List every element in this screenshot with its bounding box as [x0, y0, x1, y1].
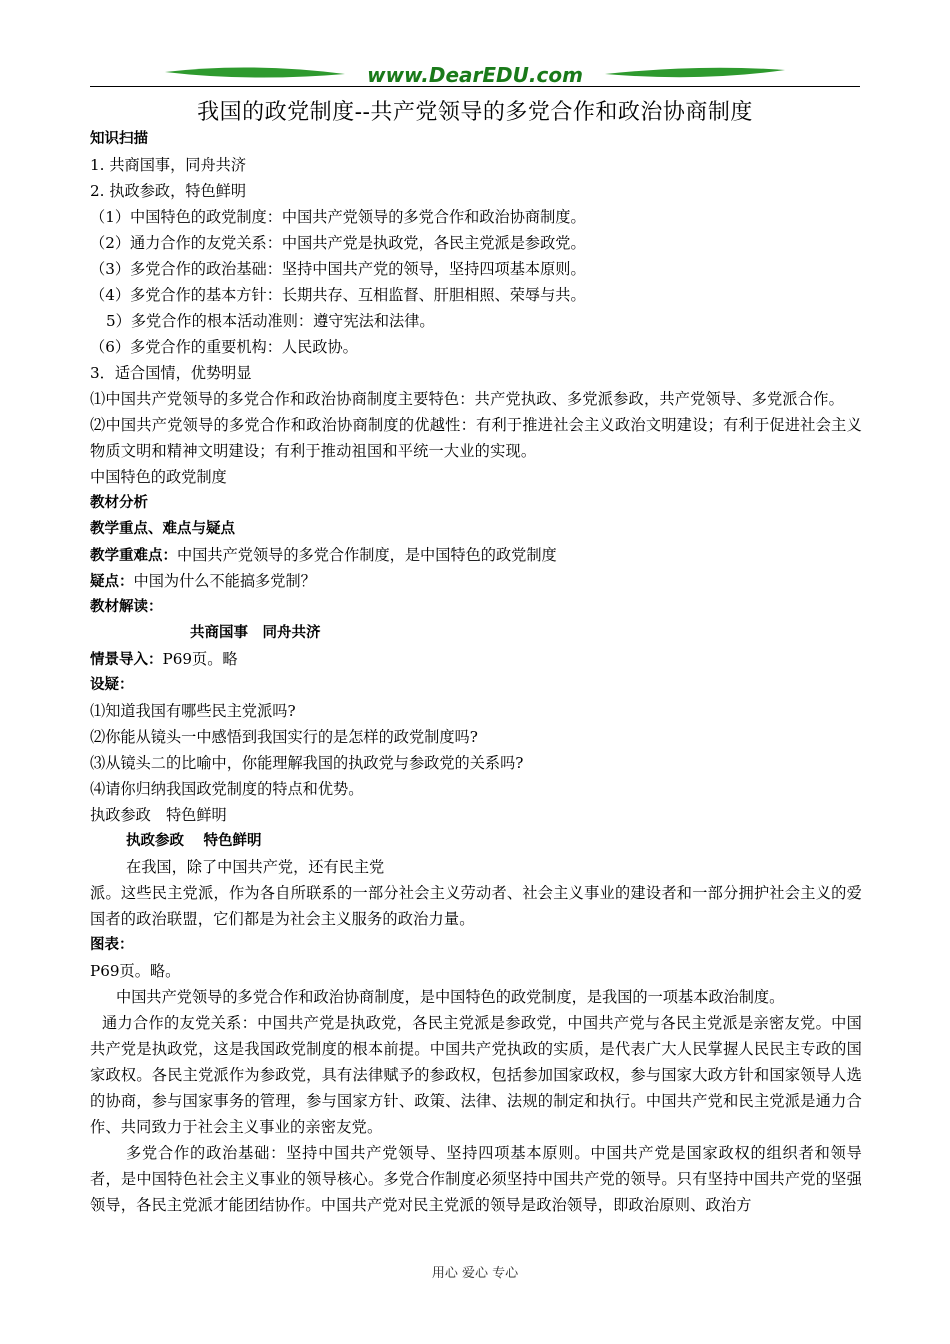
text-line: 中国共产党领导的多党合作和政治协商制度，是中国特色的政党制度，是我国的一项基本政治制度。: [116, 988, 785, 1006]
subsection-heading: 执政参政 特色鲜明: [126, 833, 262, 849]
question-item: ⑷请你归纳我国政党制度的特点和优势。: [90, 780, 364, 798]
section-heading: 知识扫描: [90, 131, 148, 147]
paragraph: ⑵中国共产党领导的多党合作和政治协商制度的优越性：有利于推进社会主义政治文明建设；有利于促进社会主义物质文明和精神文明建设；有利于推动祖国和平统一大业的实现。: [90, 416, 862, 460]
section-heading: 设疑：: [90, 677, 134, 693]
label: 疑点：: [90, 574, 134, 590]
section-heading: 教学重点、难点与疑点: [90, 521, 235, 537]
left-swoosh: [165, 67, 345, 77]
label-value: 中国为什么不能搞多党制？: [133, 572, 316, 590]
text-line: （3）多党合作的政治基础：坚持中国共产党的领导，坚持四项基本原则。: [90, 260, 586, 278]
label: 情景导入：: [90, 652, 163, 668]
label: 教学重难点：: [90, 548, 177, 564]
document-body: [90, 126, 862, 1218]
label-value: 中国共产党领导的多党合作制度，是中国特色的政党制度: [177, 546, 557, 564]
text-line: P69页。略。: [90, 962, 181, 980]
question-item: ⑴知道我国有哪些民主党派吗?: [90, 702, 296, 720]
text-line: [90, 646, 862, 672]
paragraph: 通力合作的友党关系：中国共产党是执政党，各民主党派是参政党，中国共产党与各民主党派是亲密友党。中国共产党是执政党，这是我国政党制度的根本前提。中国共产党执政的实质，是代表广大人民掌握人民民主专政的国家政权。各民主党派作为参政党，具有法律赋予的参政权，包括参加国家政权，参与国家大政方针和国家领导人选的协商，参与国家事务的管理，参与国家方针、政策、法律、法规的制定和执行。中国共产党和民主党派是通力合作、共同致力于社会主义事业的亲密友党。: [90, 1014, 862, 1136]
paragraph: 多党合作的政治基础：坚持中国共产党领导、坚持四项基本原则。中国共产党是国家政权的组织者和领导者，是中国特色社会主义事业的领导核心。多党合作制度必须坚持中国共产党的领导。只有坚持中国共产党的坚强领导，各民主党派才能团结协作。中国共产党对民主党派的领导是政治领导，即政治原则、政治方: [90, 1144, 862, 1214]
text-line: 5）多党合作的根本活动准则：遵守宪法和法律。: [106, 312, 435, 330]
label-value: P69页。略: [162, 650, 238, 668]
text-line: （2）通力合作的友党关系：中国共产党是执政党，各民主党派是参政党。: [90, 234, 586, 252]
text-line: 3．适合国情，优势明显: [90, 364, 252, 382]
text-line: （4）多党合作的基本方针：长期共存、互相监督、肝胆相照、荣辱与共。: [90, 286, 586, 304]
paragraph: ⑴中国共产党领导的多党合作和政治协商制度主要特色：共产党执政、多党派参政，共产党领导、多党派合作。: [90, 390, 844, 408]
header-rule: [90, 86, 860, 87]
question-item: ⑶从镜头二的比喻中，你能理解我国的执政党与参政党的关系吗?: [90, 754, 524, 772]
section-heading: 教材解读：: [90, 599, 163, 615]
paragraph: 派。这些民主党派，作为各自所联系的一部分社会主义劳动者、社会主义事业的建设者和一部分拥护社会主义的爱国者的政治联盟，它们都是为社会主义服务的政治力量。: [90, 884, 862, 928]
text-line: （1）中国特色的政党制度：中国共产党领导的多党合作和政治协商制度。: [90, 208, 586, 226]
text-line: 在我国，除了中国共产党，还有民主党: [126, 858, 385, 876]
section-heading: 教材分析: [90, 495, 148, 511]
text-line: 1. 共商国事，同舟共济: [90, 156, 247, 174]
text-line: 执政参政 特色鲜明: [90, 806, 227, 824]
subsection-heading: 共商国事 同舟共济: [190, 625, 321, 641]
text-line: [90, 568, 862, 594]
section-heading: 图表：: [90, 937, 134, 953]
text-line: 2. 执政参政，特色鲜明: [90, 182, 247, 200]
right-swoosh: [605, 68, 785, 77]
question-item: ⑵你能从镜头一中感悟到我国实行的是怎样的政党制度吗?: [90, 728, 478, 746]
document-title: 我国的政党制度--共产党领导的多党合作和政治协商制度: [197, 100, 753, 125]
site-logo-text: www.DearEDU.com: [367, 63, 583, 87]
text-line: 中国特色的政党制度: [90, 468, 227, 486]
page-footer: 用心 爱心 专心: [431, 1266, 519, 1281]
text-line: （6）多党合作的重要机构：人民政协。: [90, 338, 358, 356]
text-line: [90, 542, 862, 568]
